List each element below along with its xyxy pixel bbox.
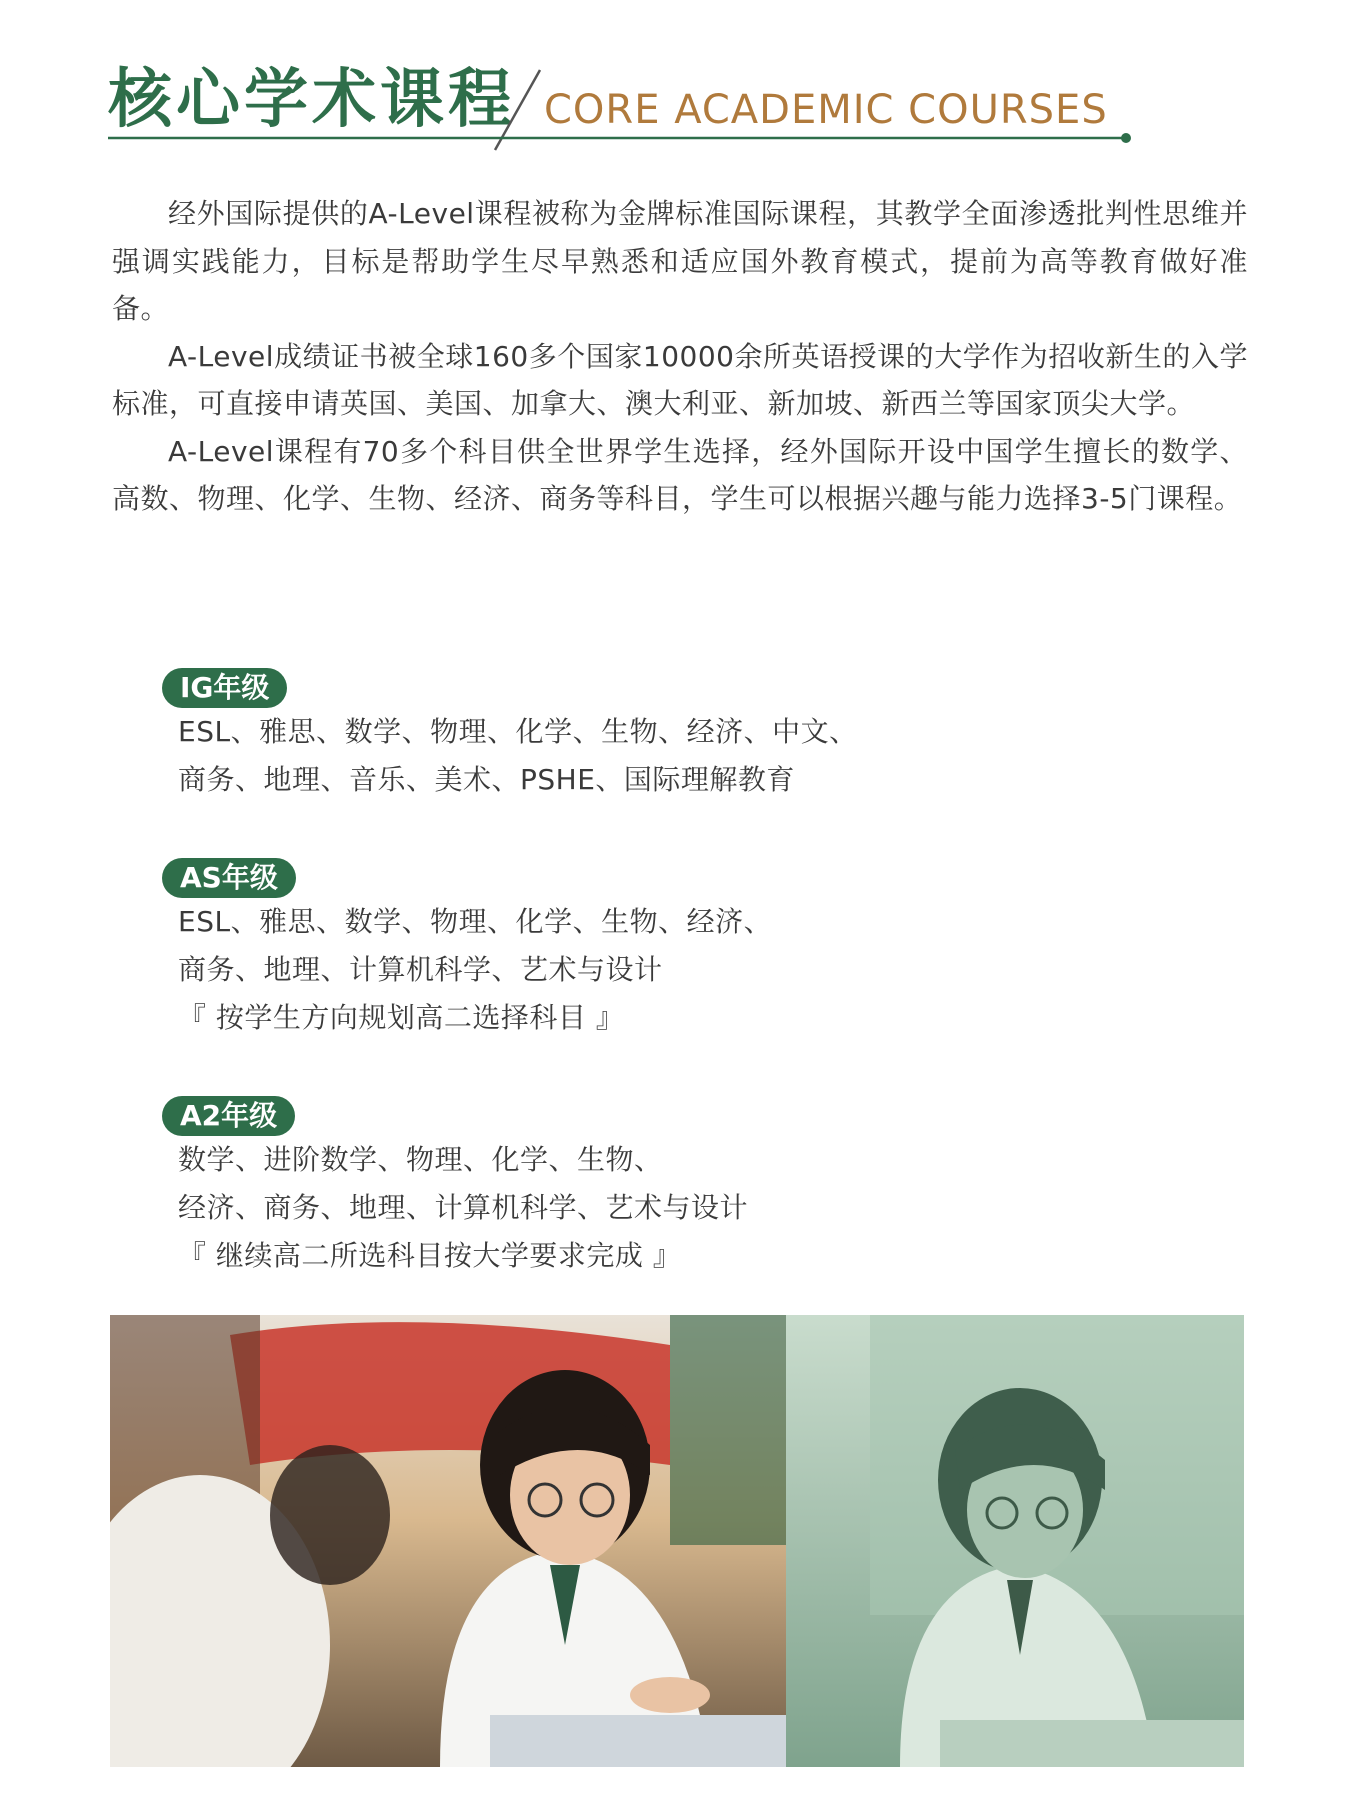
grade-section-ig — [178, 668, 1078, 804]
intro-paragraph: 经外国际提供的A-Level课程被称为金牌标准国际课程，其教学全面渗透批判性思维并强调实践能力，目标是帮助学生尽早熟悉和适应国外教育模式，提前为高等教育做好准备。 — [112, 197, 1248, 325]
grade-badge: IG年级 — [162, 668, 287, 708]
course-line: 商务、地理、音乐、美术、PSHE、国际理解教育 — [178, 763, 795, 796]
course-note: 『 按学生方向规划高二选择科目 』 — [178, 1001, 625, 1034]
page-header — [0, 0, 1350, 160]
header-rule — [0, 0, 1350, 160]
course-note: 『 继续高二所选科目按大学要求完成 』 — [178, 1239, 682, 1272]
page-title: 核心学术课程 — [108, 63, 516, 137]
intro-text — [112, 190, 1248, 523]
course-line: 商务、地理、计算机科学、艺术与设计 — [178, 953, 663, 986]
course-line: ESL、雅思、数学、物理、化学、生物、经济、中文、 — [178, 715, 858, 748]
course-line: ESL、雅思、数学、物理、化学、生物、经济、 — [178, 905, 773, 938]
classroom-photo — [110, 1315, 1244, 1767]
intro-paragraph: A-Level课程有70多个科目供全世界学生选择，经外国际开设中国学生擅长的数学、高数、物理、化学、生物、经济、商务等科目，学生可以根据兴趣与能力选择3-5门课程。 — [112, 434, 1248, 515]
intro-paragraph: A-Level成绩证书被全球160多个国家10000余所英语授课的大学作为招收新生的入学标准，可直接申请英国、美国、加拿大、澳大利亚、新加坡、新西兰等国家顶尖大学。 — [112, 339, 1248, 420]
grade-badge: A2年级 — [162, 1096, 295, 1136]
course-line: 经济、商务、地理、计算机科学、艺术与设计 — [178, 1191, 749, 1224]
grade-section-a2 — [178, 1096, 1078, 1280]
course-line: 数学、进阶数学、物理、化学、生物、 — [178, 1143, 663, 1176]
page-title-english: CORE ACADEMIC COURSES — [544, 87, 1108, 133]
grade-badge: AS年级 — [162, 858, 296, 898]
grade-section-as — [178, 858, 1078, 1042]
